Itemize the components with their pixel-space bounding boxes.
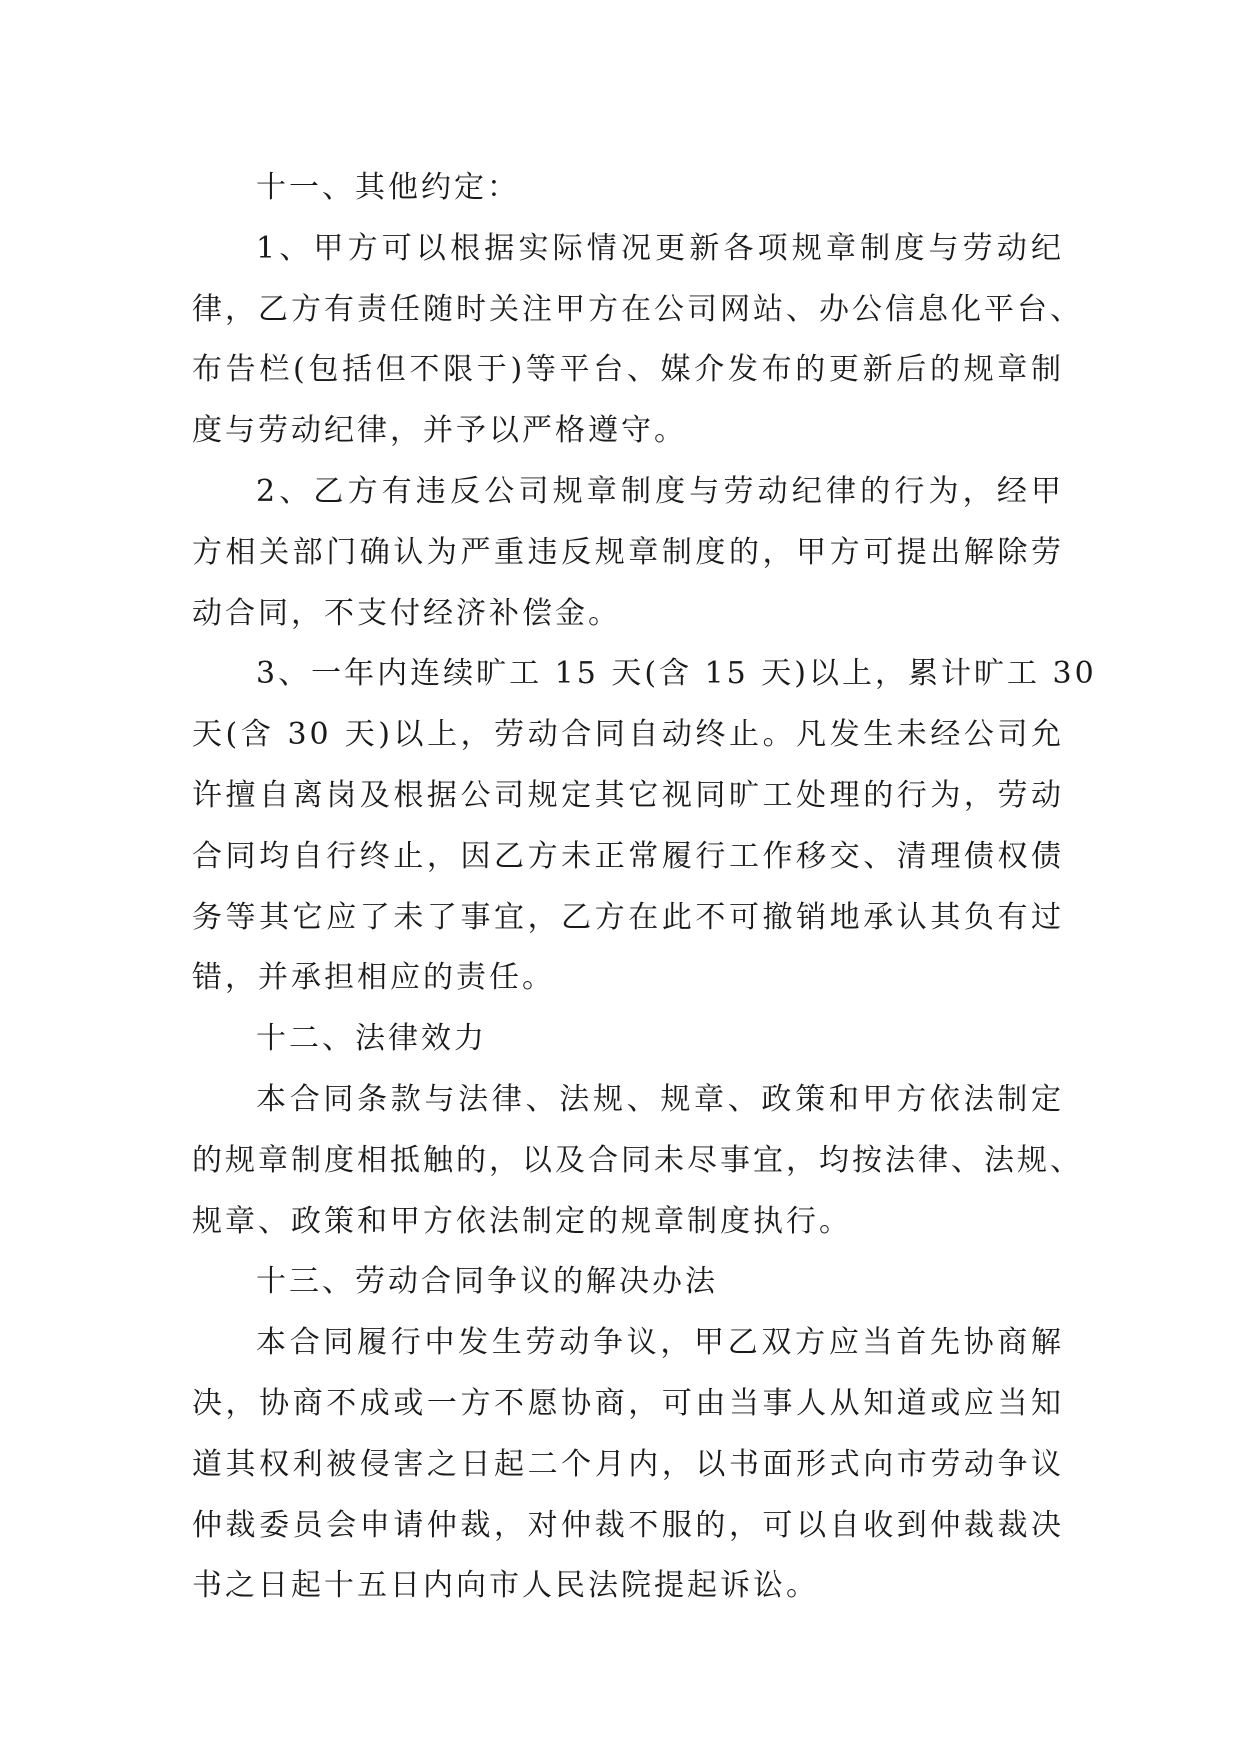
dispute-resolution-paragraph (192, 1313, 1064, 1617)
text-line: 规章、政策和甲方依法制定的规章制度执行。 (192, 1203, 852, 1239)
text-line: 道其权利被侵害之日起二个月内，以书面形式向市劳动争议 (192, 1446, 1064, 1482)
text-line: 十三、劳动合同争议的解决办法 (256, 1264, 718, 1300)
text-line: 书之日起十五日内向市人民法院提起诉讼。 (192, 1568, 819, 1604)
heading-dispute-resolution (192, 1252, 1064, 1313)
text-line: 仲裁委员会申请仲裁，对仲裁不服的，可以自收到仲裁裁决 (192, 1507, 1064, 1543)
text-line: 许擅自离岗及根据公司规定其它视同旷工处理的行为，劳动 (192, 777, 1064, 813)
clause-1-paragraph (192, 219, 1083, 462)
text-line: 合同均自行终止，因乙方未正常履行工作移交、清理债权债 (192, 838, 1064, 874)
text-line: 本合同条款与法律、法规、规章、政策和甲方依法制定 (256, 1081, 1064, 1117)
text-line: 布告栏(包括但不限于)等平台、媒介发布的更新后的规章制 (192, 352, 1064, 388)
text-line: 的规章制度相抵触的，以及合同未尽事宜，均按法律、法规、 (192, 1142, 1083, 1178)
heading-other-agreements (192, 158, 1064, 219)
text-line: 律，乙方有责任随时关注甲方在公司网站、办公信息化平台、 (192, 291, 1083, 327)
clause-3-paragraph (192, 644, 1097, 1009)
legal-effect-paragraph (192, 1070, 1083, 1252)
text-line: 动合同，不支付经济补偿金。 (192, 595, 621, 631)
text-line: 度与劳动纪律，并予以严格遵守。 (192, 413, 687, 449)
text-line: 天(含 30 天)以上，劳动合同自动终止。凡发生未经公司允 (192, 717, 1064, 753)
text-line: 务等其它应了未了事宜，乙方在此不可撤销地承认其负有过 (192, 899, 1064, 935)
document-body (192, 158, 1097, 1617)
text-line: 十一、其他约定： (256, 170, 520, 205)
text-line: 2、乙方有违反公司规章制度与劳动纪律的行为，经甲 (256, 473, 1064, 509)
text-line: 3、一年内连续旷工 15 天(含 15 天)以上，累计旷工 30 (256, 656, 1097, 692)
text-line: 十二、法律效力 (256, 1021, 487, 1057)
text-line: 本合同履行中发生劳动争议，甲乙双方应当首先协商解 (256, 1325, 1064, 1361)
text-line: 错，并承担相应的责任。 (192, 960, 555, 996)
text-line: 决，协商不成或一方不愿协商，可由当事人从知道或应当知 (192, 1385, 1064, 1421)
clause-2-paragraph (192, 462, 1064, 644)
text-line: 1、甲方可以根据实际情况更新各项规章制度与劳动纪 (256, 230, 1064, 266)
heading-legal-effect (192, 1009, 1064, 1070)
text-line: 方相关部门确认为严重违反规章制度的，甲方可提出解除劳 (192, 534, 1064, 570)
